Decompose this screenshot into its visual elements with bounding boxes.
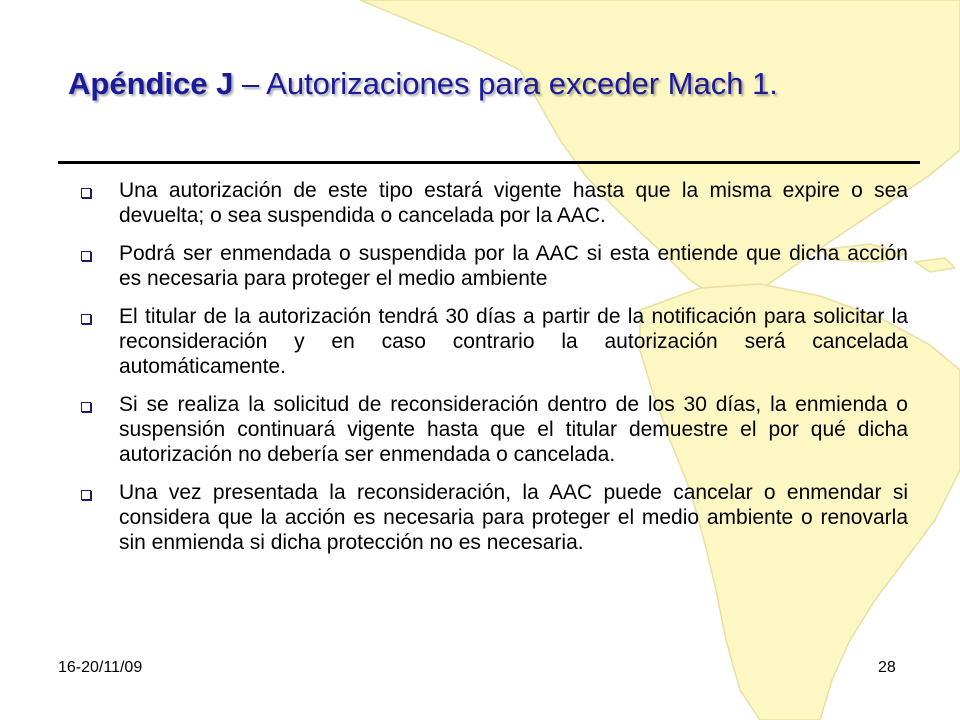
caribbean-island-shape-2 (915, 258, 955, 272)
bullet-text: Si se realiza la solicitud de reconsideración dentro de los 30 días, la enmienda o suspensión continuará vigente hasta que el titular demuestre el por qué dicha autorización no debería ser enmendada o cancelada. (119, 393, 908, 466)
page-number: 28 (878, 659, 896, 676)
bullet-item (78, 178, 908, 228)
bullet-text: El titular de la autorización tendrá 30 días a partir de la notificación para solicitar la reconsideración y en caso contrario la autorización será cancelada automáticamente. (119, 305, 908, 378)
bullet-item (78, 241, 908, 291)
hollow-square-bullet-icon (81, 402, 91, 412)
hollow-square-bullet-icon (81, 188, 91, 198)
bullet-item (78, 392, 908, 467)
bullet-item (78, 304, 908, 379)
bullet-text: Podrá ser enmendada o suspendida por la AAC si esta entiende que dicha acción es necesaria para proteger el medio ambiente (119, 242, 908, 290)
title-subject: – Autorizaciones para exceder Mach 1. (233, 66, 778, 101)
bullet-item (78, 480, 908, 555)
footer-date: 16-20/11/09 (58, 659, 143, 676)
hollow-square-bullet-icon (81, 251, 91, 261)
bullet-list (78, 178, 908, 555)
title-appendix: Apéndice J (68, 66, 234, 101)
bullet-text: Una vez presentada la reconsideración, la AAC puede cancelar o enmendar si considera que la acción es necesaria para proteger el medio ambiente o renovarla sin enmienda si dicha protección no es necesaria. (119, 481, 908, 554)
title-divider (58, 161, 920, 164)
slide-title (68, 66, 928, 102)
bullet-text: Una autorización de este tipo estará vigente hasta que la misma expire o sea devuelta; o sea suspendida o cancelada por la AAC. (119, 179, 908, 227)
hollow-square-bullet-icon (81, 314, 91, 324)
hollow-square-bullet-icon (81, 490, 91, 500)
